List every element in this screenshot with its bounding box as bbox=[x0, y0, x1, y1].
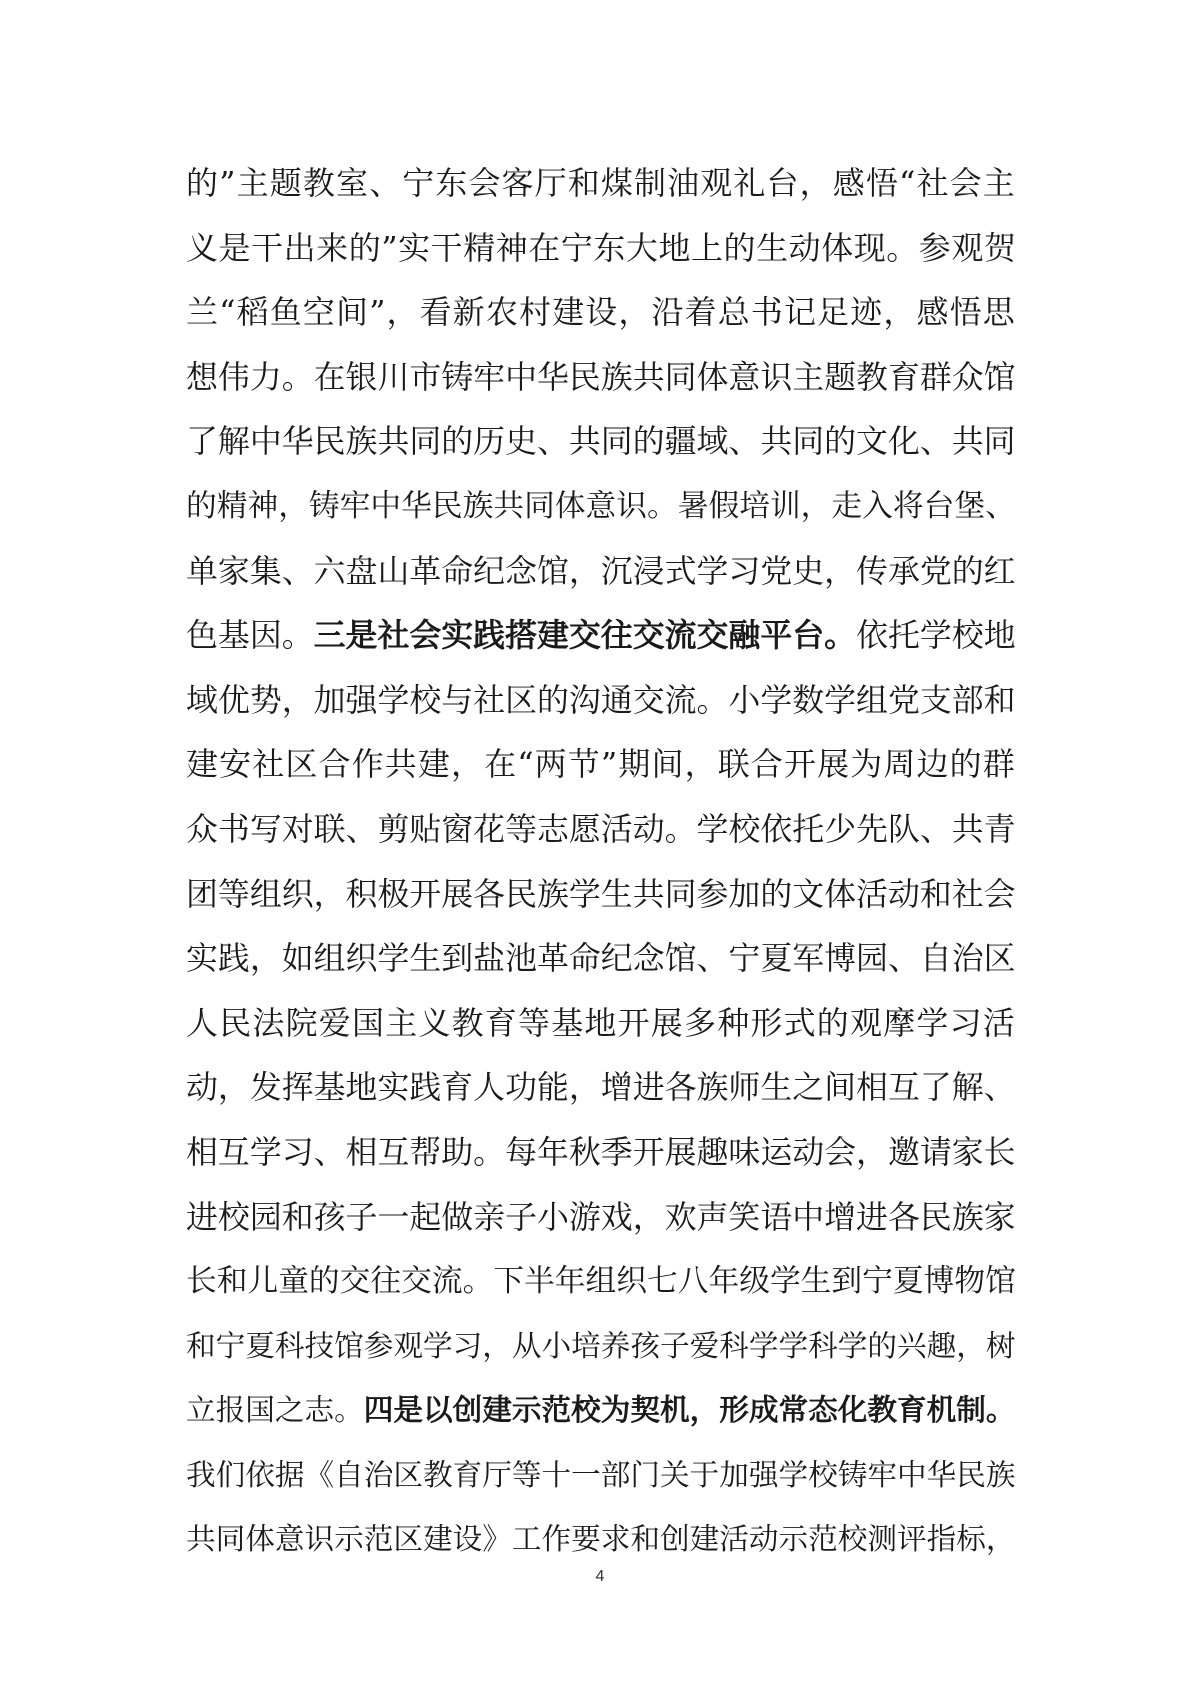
body-text-run: 想伟力。在银川市铸牢中华民族共同体意识主题教育群众馆 bbox=[186, 357, 1016, 396]
body-text-run: 单家集、六盘山革命纪念馆，沉浸式学习党史，传承党的红 bbox=[186, 551, 1016, 590]
body-text-run: 众书写对联、剪贴窗花等志愿活动。学校依托少先队、共青 bbox=[186, 809, 1016, 848]
text-line bbox=[186, 1249, 1016, 1314]
text-line bbox=[186, 409, 1016, 474]
body-text-run: 长和儿童的交往交流。下半年组织七八年级学生到宁夏博物馆 bbox=[186, 1263, 1016, 1300]
text-line bbox=[186, 732, 1016, 797]
text-line bbox=[186, 539, 1016, 604]
body-text-run: 义是干出来的”实干精神在宁东大地上的生动体现。参观贺 bbox=[186, 228, 1016, 267]
page-number: 4 bbox=[595, 1568, 605, 1585]
body-text-run: 立报国之志。 bbox=[186, 1392, 364, 1428]
body-text-run: 兰“稻鱼空间”，看新农村建设，沿着总书记足迹，感悟思 bbox=[186, 293, 1016, 332]
body-text-run: 动，发挥基地实践育人功能，增进各族师生之间相互了解、 bbox=[186, 1068, 1016, 1107]
text-line bbox=[186, 151, 1016, 216]
body-text-run: 我们依据《自治区教育厅等十一部门关于加强学校铸牢中华民族 bbox=[186, 1456, 1016, 1492]
text-line bbox=[186, 603, 1016, 668]
body-text-run: 依托学校地 bbox=[856, 616, 1016, 655]
body-text-run: 进校园和孩子一起做亲子小游戏，欢声笑语中增进各民族家 bbox=[186, 1197, 1016, 1236]
text-line bbox=[186, 345, 1016, 410]
text-line bbox=[186, 280, 1016, 345]
text-line bbox=[186, 862, 1016, 927]
text-line bbox=[186, 1507, 1016, 1572]
body-text-run: 共同体意识示范区建设》工作要求和创建活动示范校测评指标， bbox=[186, 1521, 1016, 1557]
body-text-run: 团等组织，积极开展各民族学生共同参加的文体活动和社会 bbox=[186, 874, 1016, 913]
body-text-run: 建安社区合作共建，在“两节”期间，联合开展为周边的群 bbox=[186, 745, 1016, 784]
bold-heading-text: 四是以创建示范校为契机，形成常态化教育机制。 bbox=[363, 1392, 1016, 1428]
bold-heading-text: 三是社会实践搭建交往交流交融平台。 bbox=[313, 616, 857, 655]
body-text-run: 的”主题教室、宁东会客厅和煤制油观礼台，感悟“社会主 bbox=[186, 164, 1016, 202]
text-line bbox=[186, 1120, 1016, 1185]
body-text-run: 了解中华民族共同的历史、共同的疆域、共同的文化、共同 bbox=[186, 422, 1016, 461]
body-paragraph bbox=[186, 151, 1016, 1572]
text-line bbox=[186, 1378, 1016, 1443]
body-text-run: 的精神，铸牢中华民族共同体意识。暑假培训，走入将台堡、 bbox=[186, 487, 1016, 524]
body-text-run: 色基因。 bbox=[186, 616, 314, 655]
text-line bbox=[186, 1185, 1016, 1250]
text-line bbox=[186, 668, 1016, 733]
body-text-run: 域优势，加强学校与社区的沟通交流。小学数学组党支部和 bbox=[186, 680, 1016, 719]
text-line bbox=[186, 797, 1016, 862]
text-line bbox=[186, 216, 1016, 281]
text-line bbox=[186, 926, 1016, 991]
body-text-run: 和宁夏科技馆参观学习，从小培养孩子爱科学学科学的兴趣，树 bbox=[186, 1327, 1016, 1363]
text-line bbox=[186, 1055, 1016, 1120]
text-line bbox=[186, 1314, 1016, 1379]
body-text-run: 实践，如组织学生到盐池革命纪念馆、宁夏军博园、自治区 bbox=[186, 939, 1016, 978]
text-line bbox=[186, 474, 1016, 539]
body-text-run: 人民法院爱国主义教育等基地开展多种形式的观摩学习活 bbox=[186, 1003, 1016, 1042]
body-text-run: 相互学习、相互帮助。每年秋季开展趣味运动会，邀请家长 bbox=[186, 1132, 1016, 1171]
text-line bbox=[186, 1443, 1016, 1508]
text-line bbox=[186, 991, 1016, 1056]
